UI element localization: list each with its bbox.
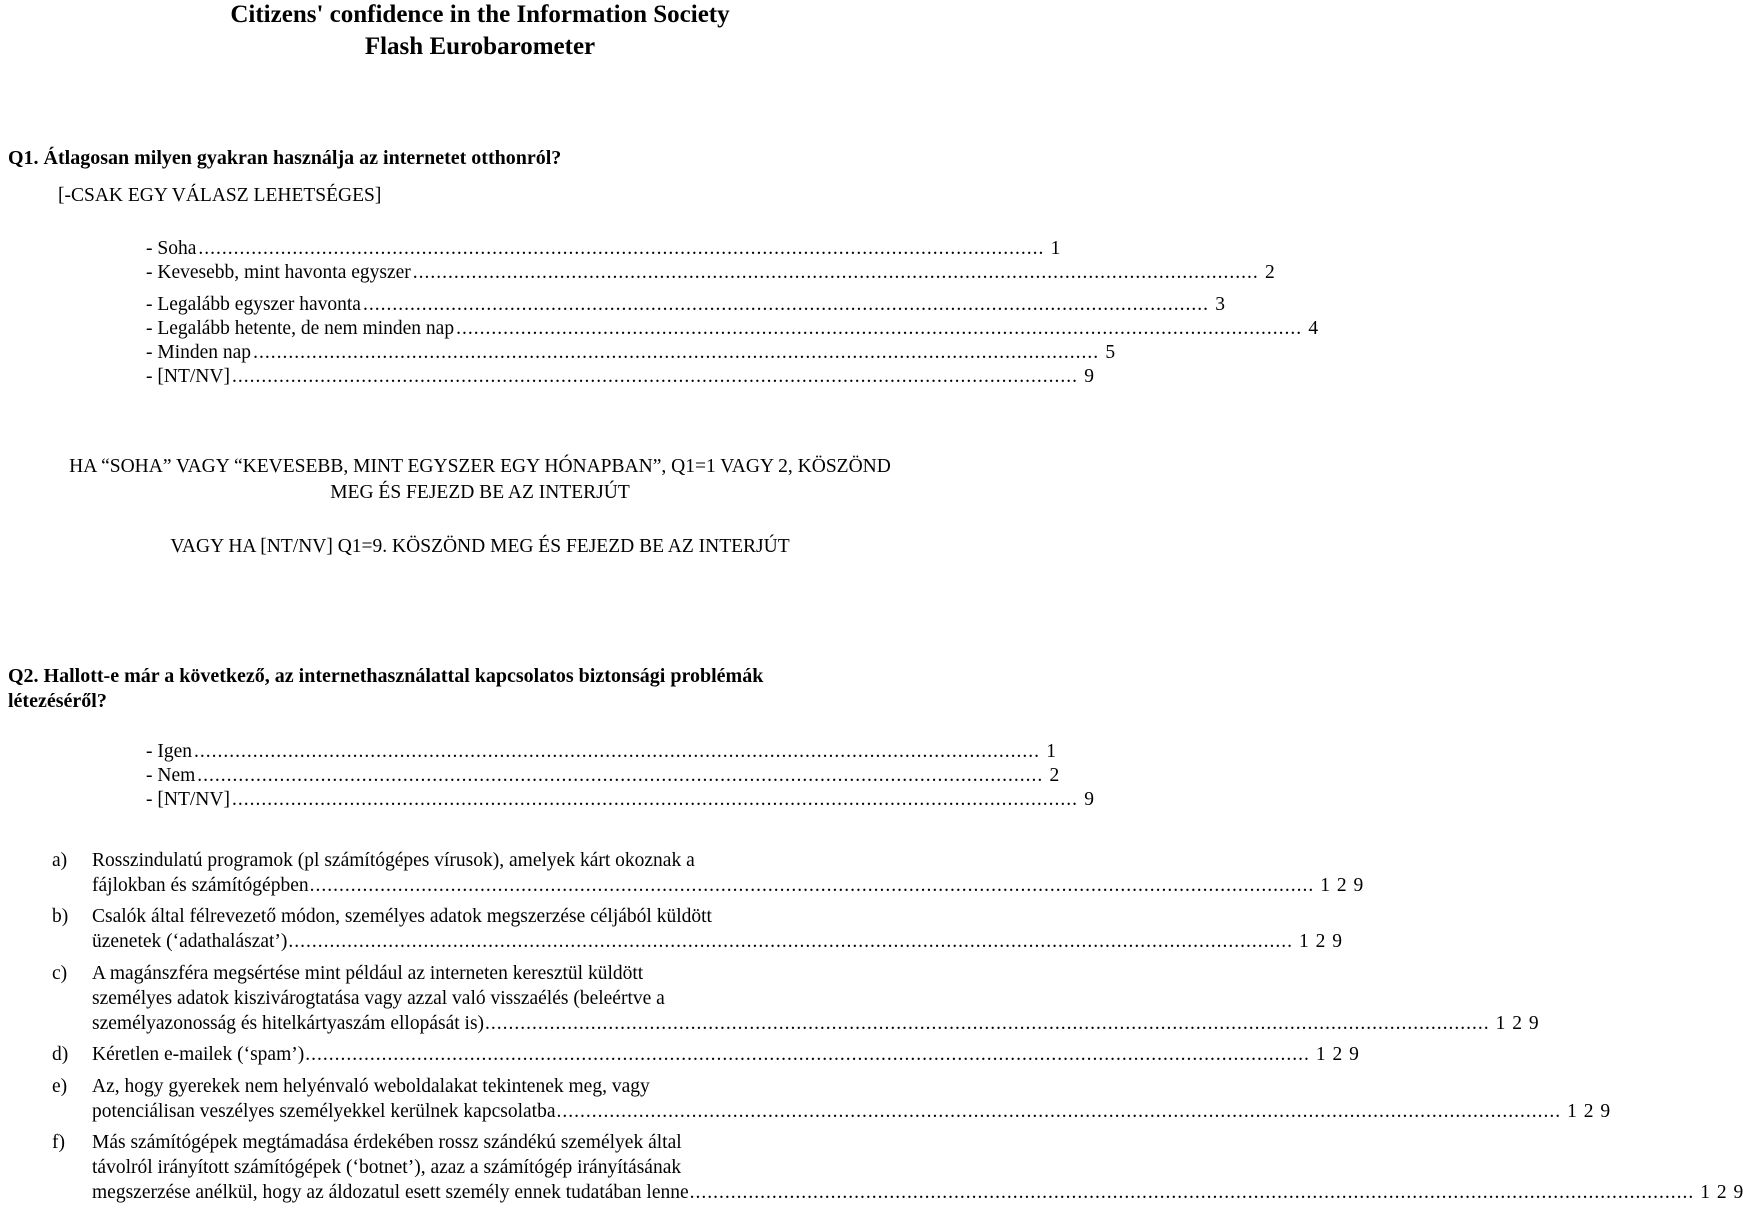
q2-items bbox=[52, 849, 1743, 1212]
item-codes: 1 2 9 bbox=[1700, 1181, 1743, 1203]
q2-options bbox=[146, 740, 1094, 812]
option-code: 5 bbox=[1105, 342, 1116, 363]
q1-heading: Q1. Átlagosan milyen gyakran használja az internetet otthonról? bbox=[8, 147, 562, 169]
option-code: 1 bbox=[1046, 741, 1057, 762]
option-label: - [NT/NV] bbox=[146, 366, 230, 387]
q1-routing-line: HA “SOHA” VAGY “KEVESEBB, MINT EGYSZER EGY HÓNAPBAN”, Q1=1 VAGY 2, KÖSZÖND bbox=[69, 456, 891, 477]
option-code: 2 bbox=[1049, 765, 1060, 786]
item-codes: 1 2 9 bbox=[1320, 875, 1364, 896]
q1-routing-line: VAGY HA [NT/NV] Q1=9. KÖSZÖND MEG ÉS FEJEZD BE AZ INTERJÚT bbox=[170, 536, 790, 557]
option-label: - Soha bbox=[146, 238, 197, 259]
item-key: b) bbox=[52, 906, 69, 928]
item-text: távolról irányított számítógépek (‘botnet’), azaz a számítógép irányításának bbox=[92, 1156, 682, 1178]
option-code: 9 bbox=[1084, 789, 1094, 810]
q2-item bbox=[52, 1131, 1743, 1204]
q2-item bbox=[52, 962, 1539, 1035]
q2-option bbox=[146, 788, 1094, 812]
option-code: 4 bbox=[1308, 318, 1319, 339]
option-code: 1 bbox=[1050, 238, 1061, 259]
item-codes: 1 2 9 bbox=[1299, 931, 1343, 953]
option-label: - Kevesebb, mint havonta egyszer bbox=[146, 262, 411, 283]
q1-option bbox=[146, 365, 1094, 389]
item-text: potenciálisan veszélyes személyekkel kerülnek kapcsolatba bbox=[92, 1100, 556, 1122]
q2-item bbox=[52, 905, 1343, 953]
item-text: személyazonosság és hitelkártyaszám ellopását is) bbox=[92, 1012, 485, 1034]
q2-option bbox=[146, 740, 1057, 764]
item-text: Csalók által félrevezető módon, személyes adatok megszerzése céljából küldött bbox=[92, 906, 712, 928]
option-label: - [NT/NV] bbox=[146, 789, 230, 810]
item-key: c) bbox=[52, 962, 68, 984]
q2-item bbox=[52, 1075, 1611, 1123]
option-code: 3 bbox=[1215, 294, 1225, 315]
item-text: üzenetek (‘adathalászat’) bbox=[92, 931, 288, 953]
q2-heading-cont: létezéséről? bbox=[8, 690, 107, 712]
q1-option bbox=[146, 261, 1275, 285]
q1-option bbox=[146, 237, 1061, 261]
item-key: e) bbox=[52, 1075, 68, 1097]
option-label: - Legalább egyszer havonta bbox=[146, 294, 361, 315]
item-key: f) bbox=[52, 1131, 65, 1153]
item-text: Az, hogy gyerekek nem helyénvaló weboldalakat tekintenek meg, vagy bbox=[92, 1075, 650, 1097]
item-codes: 1 2 9 bbox=[1315, 1044, 1359, 1066]
item-text: Kéretlen e-mailek (‘spam’) bbox=[92, 1044, 305, 1066]
item-text: Más számítógépek megtámadása érdekében rossz szándékú személyek által bbox=[92, 1131, 682, 1153]
item-codes: 1 2 9 bbox=[1567, 1100, 1611, 1122]
item-key: a) bbox=[52, 850, 68, 871]
document-title: Citizens' confidence in the Information Society bbox=[230, 1, 730, 28]
q1-options bbox=[146, 237, 1319, 389]
q1-option bbox=[146, 317, 1319, 341]
item-text: fájlokban és számítógépben bbox=[92, 875, 309, 896]
q1-option bbox=[146, 293, 1225, 317]
q1-instruction: [-CSAK EGY VÁLASZ LEHETSÉGES] bbox=[58, 185, 382, 206]
option-label: - Minden nap bbox=[146, 342, 252, 363]
option-label: - Nem bbox=[146, 765, 196, 786]
option-code: 2 bbox=[1265, 262, 1275, 283]
item-text: A magánszféra megsértése mint például az interneten keresztül küldött bbox=[92, 962, 644, 984]
item-text: személyes adatok kiszivárogtatása vagy azzal való visszaélés (beleértve a bbox=[92, 987, 665, 1009]
option-label: - Legalább hetente, de nem minden nap bbox=[146, 318, 455, 339]
q2-option bbox=[146, 764, 1060, 788]
item-codes: 1 2 9 bbox=[1495, 1012, 1539, 1034]
item-text: Rosszindulatú programok (pl számítógépes vírusok), amelyek kárt okoznak a bbox=[92, 850, 695, 871]
q2-item bbox=[52, 849, 1364, 897]
q2-item bbox=[52, 1043, 1359, 1066]
document-subtitle: Flash Eurobarometer bbox=[364, 33, 596, 60]
item-text: megszerzése anélkül, hogy az áldozatul esett személy ennek tudatában lenne bbox=[92, 1181, 689, 1203]
option-code: 9 bbox=[1084, 366, 1094, 387]
q1-routing-line: MEG ÉS FEJEZD BE AZ INTERJÚT bbox=[330, 482, 630, 503]
item-key: d) bbox=[52, 1044, 69, 1066]
option-label: - Igen bbox=[146, 741, 193, 762]
q2-heading: Q2. Hallott-e már a következő, az internethasználattal kapcsolatos biztonsági problémák bbox=[8, 665, 764, 687]
q1-option bbox=[146, 341, 1116, 365]
